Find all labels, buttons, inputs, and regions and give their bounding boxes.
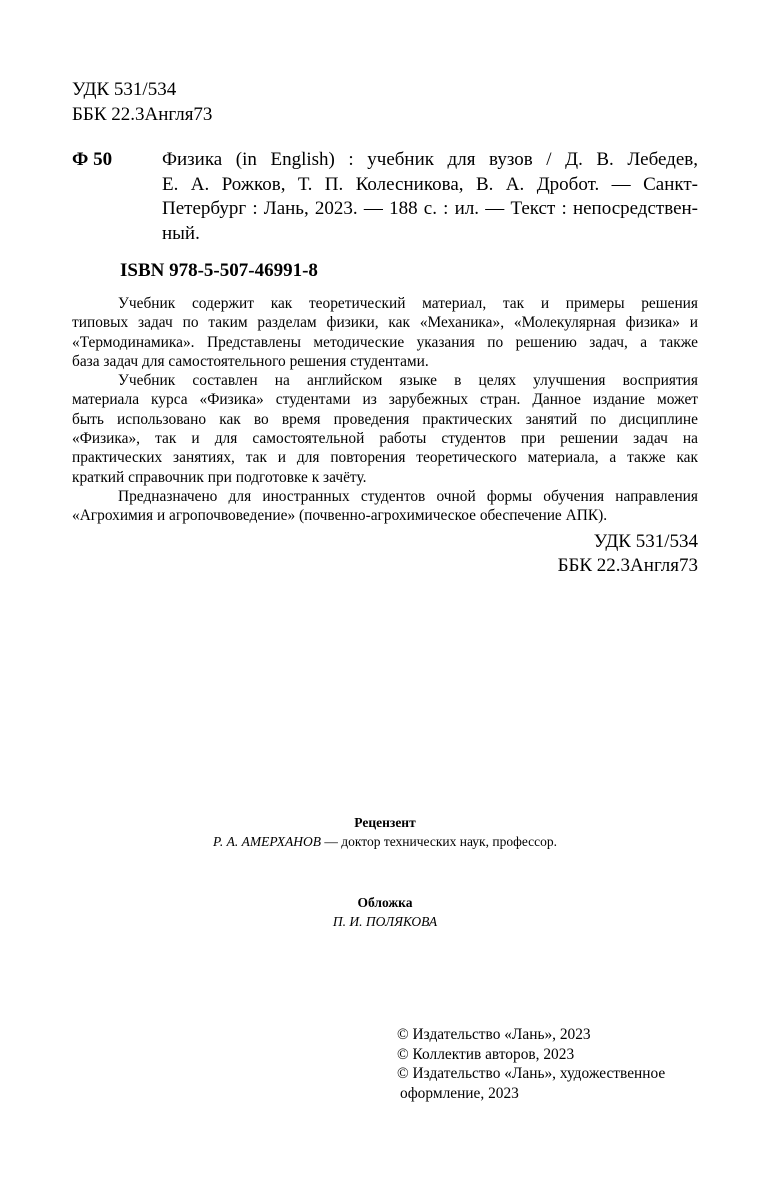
- udk-code: УДК 531/534: [72, 79, 177, 100]
- bbk-code: ББК 22.3Англя73: [557, 555, 698, 576]
- annotation-line: Предназначено для иностранных студентов очной формы обучения направления: [118, 487, 698, 505]
- copyright-line: © Коллектив авторов, 2023: [397, 1045, 575, 1063]
- reviewer-block: [72, 813, 698, 851]
- annotation-line: типовых задач по таким разделам физики, как «Механика», «Молекулярная физика» и: [72, 314, 698, 332]
- biblio-line: Петербург : Лань, 2023. — 188 с. : ил. — Текст : непосредствен-: [162, 198, 698, 219]
- author-mark: Ф 50: [72, 149, 113, 170]
- classification-codes-right: [72, 530, 698, 578]
- reviewer-name: Р. А. АМЕРХАНОВ: [212, 834, 321, 849]
- copyright-block: [397, 1025, 665, 1103]
- annotation-line: «Агрохимия и агропочвоведение» (почвенно-агрохимическое обеспечение АПК).: [72, 507, 608, 525]
- annotation-line: «Термодинамика». Представлены методические указания по решению задач, а также: [72, 333, 698, 351]
- isbn: ISBN 978-5-507-46991-8: [120, 260, 318, 281]
- reviewer-line: [72, 832, 698, 851]
- annotation: [72, 294, 698, 526]
- biblio-line: ный.: [162, 222, 200, 244]
- annotation-paragraph: [72, 371, 698, 390]
- reviewer-heading: Рецензент: [354, 815, 416, 830]
- bbk-code: ББК 22.3Англя73: [72, 104, 213, 125]
- copyright-line: © Издательство «Лань», художественное: [397, 1065, 666, 1082]
- annotation-line: краткий справочник при подготовке к зачёту.: [72, 468, 367, 486]
- reviewer-description: — доктор технических наук, профессор.: [320, 834, 558, 849]
- copyright-line: оформление, 2023: [400, 1084, 519, 1102]
- annotation-line: практических занятиях, так и для повторения теоретического материала, а также как: [72, 449, 698, 467]
- annotation-line: база задач для самостоятельного решения студентами.: [72, 352, 429, 370]
- cover-heading: Обложка: [357, 895, 413, 910]
- bibliographic-description: [162, 148, 698, 246]
- bibliographic-record: [72, 148, 698, 246]
- annotation-line: материала курса «Физика» студентами из зарубежных стран. Данное издание может: [72, 391, 698, 409]
- copyright-line: © Издательство «Лань», 2023: [397, 1026, 591, 1043]
- cover-block: [72, 893, 698, 931]
- udk-code: УДК 531/534: [593, 531, 698, 552]
- annotation-line: Учебник содержит как теоретический материал, так и примеры решения: [118, 295, 698, 312]
- annotation-line: быть использовано как во время проведения практических занятий по дисциплине: [72, 410, 698, 428]
- cover-designer-name: П. И. ПОЛЯКОВА: [332, 914, 438, 929]
- biblio-line: Физика (in English) : учебник для вузов / Д. В. Лебедев,: [162, 149, 698, 170]
- biblio-line: Е. А. Рожков, Т. П. Колесникова, В. А. Дробот. — Санкт-: [162, 173, 698, 195]
- annotation-paragraph: [72, 487, 698, 506]
- annotation-paragraph: [72, 294, 698, 313]
- annotation-line: «Физика», так и для самостоятельной работы студентов при решении задач на: [72, 430, 698, 448]
- annotation-line: Учебник составлен на английском языке в целях улучшения восприятия: [118, 372, 698, 390]
